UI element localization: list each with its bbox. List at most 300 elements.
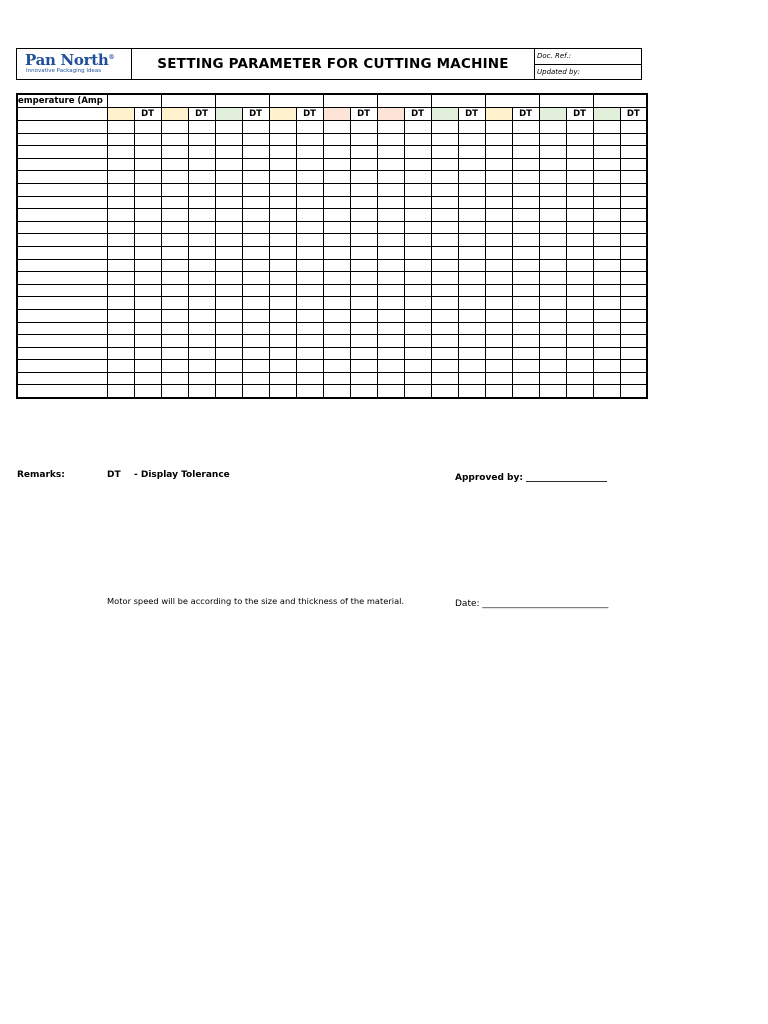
value-cell bbox=[107, 234, 134, 247]
tolerance-cell bbox=[350, 234, 377, 247]
tolerance-cell bbox=[620, 146, 647, 159]
value-cell bbox=[377, 196, 404, 209]
tolerance-cell bbox=[404, 221, 431, 234]
tolerance-cell bbox=[296, 284, 323, 297]
value-cell bbox=[485, 372, 512, 385]
tolerance-cell bbox=[512, 259, 539, 272]
tolerance-cell bbox=[242, 234, 269, 247]
row-label-cell bbox=[17, 196, 107, 209]
value-cell bbox=[107, 196, 134, 209]
value-cell bbox=[377, 221, 404, 234]
value-cell bbox=[431, 158, 458, 171]
tolerance-cell bbox=[296, 246, 323, 259]
table-row bbox=[17, 146, 647, 159]
value-cell bbox=[215, 297, 242, 310]
tolerance-cell bbox=[566, 297, 593, 310]
table-row bbox=[17, 171, 647, 184]
tolerance-cell bbox=[242, 372, 269, 385]
tolerance-cell bbox=[404, 209, 431, 222]
value-cell bbox=[215, 221, 242, 234]
tolerance-cell bbox=[620, 259, 647, 272]
row-label-cell bbox=[17, 221, 107, 234]
value-cell bbox=[431, 297, 458, 310]
tolerance-cell bbox=[404, 158, 431, 171]
row-label-cell bbox=[17, 171, 107, 184]
row-label-cell bbox=[17, 347, 107, 360]
tolerance-cell bbox=[620, 209, 647, 222]
value-cell bbox=[593, 297, 620, 310]
color-swatch-cell bbox=[215, 108, 242, 121]
value-cell bbox=[431, 146, 458, 159]
tolerance-cell bbox=[458, 133, 485, 146]
dt-abbrev: DT bbox=[107, 470, 121, 480]
tolerance-cell bbox=[134, 121, 161, 134]
color-swatch-cell bbox=[161, 108, 188, 121]
value-cell bbox=[431, 347, 458, 360]
value-cell bbox=[485, 221, 512, 234]
value-cell bbox=[377, 209, 404, 222]
tolerance-cell bbox=[566, 183, 593, 196]
table-row bbox=[17, 284, 647, 297]
value-cell bbox=[107, 284, 134, 297]
group-header-cell bbox=[485, 94, 539, 108]
tolerance-cell bbox=[620, 372, 647, 385]
tolerance-cell bbox=[404, 234, 431, 247]
tolerance-cell bbox=[566, 360, 593, 373]
tolerance-cell bbox=[404, 133, 431, 146]
tolerance-cell bbox=[512, 335, 539, 348]
value-cell bbox=[377, 372, 404, 385]
tolerance-cell bbox=[296, 121, 323, 134]
table-row bbox=[17, 246, 647, 259]
tolerance-cell bbox=[188, 171, 215, 184]
tolerance-cell bbox=[242, 146, 269, 159]
table-row bbox=[17, 94, 647, 108]
document-header bbox=[16, 48, 642, 80]
tolerance-cell bbox=[512, 171, 539, 184]
table-row bbox=[17, 360, 647, 373]
tolerance-cell bbox=[296, 234, 323, 247]
color-swatch-cell bbox=[485, 108, 512, 121]
tolerance-cell bbox=[296, 171, 323, 184]
tolerance-cell bbox=[620, 221, 647, 234]
value-cell bbox=[377, 183, 404, 196]
approved-by-line: Approved by: __________________ bbox=[455, 473, 608, 483]
tolerance-cell bbox=[566, 121, 593, 134]
tolerance-cell bbox=[404, 146, 431, 159]
tolerance-cell bbox=[620, 183, 647, 196]
dt-header-cell: DT bbox=[350, 108, 377, 121]
tolerance-cell bbox=[512, 183, 539, 196]
tolerance-cell bbox=[458, 146, 485, 159]
tolerance-cell bbox=[512, 372, 539, 385]
tolerance-cell bbox=[296, 297, 323, 310]
value-cell bbox=[377, 121, 404, 134]
tolerance-cell bbox=[566, 221, 593, 234]
tolerance-cell bbox=[566, 158, 593, 171]
table-row bbox=[17, 121, 647, 134]
tolerance-cell bbox=[512, 385, 539, 398]
value-cell bbox=[431, 234, 458, 247]
value-cell bbox=[593, 272, 620, 285]
table-row bbox=[17, 133, 647, 146]
value-cell bbox=[323, 209, 350, 222]
value-cell bbox=[161, 234, 188, 247]
meta-cell bbox=[535, 49, 641, 79]
value-cell bbox=[107, 246, 134, 259]
value-cell bbox=[215, 284, 242, 297]
tolerance-cell bbox=[512, 146, 539, 159]
title-cell bbox=[132, 49, 535, 79]
tolerance-cell bbox=[296, 221, 323, 234]
tolerance-cell bbox=[134, 297, 161, 310]
dt-meaning: - Display Tolerance bbox=[134, 470, 230, 480]
tolerance-cell bbox=[350, 196, 377, 209]
tolerance-cell bbox=[134, 322, 161, 335]
tolerance-cell bbox=[350, 209, 377, 222]
tolerance-cell bbox=[350, 385, 377, 398]
tolerance-cell bbox=[350, 133, 377, 146]
value-cell bbox=[215, 246, 242, 259]
value-cell bbox=[593, 221, 620, 234]
tolerance-cell bbox=[296, 259, 323, 272]
tolerance-cell bbox=[134, 209, 161, 222]
value-cell bbox=[377, 322, 404, 335]
table-row bbox=[17, 209, 647, 222]
tolerance-cell bbox=[566, 133, 593, 146]
value-cell bbox=[269, 284, 296, 297]
value-cell bbox=[323, 309, 350, 322]
tolerance-cell bbox=[296, 183, 323, 196]
value-cell bbox=[377, 297, 404, 310]
dt-header-cell: DT bbox=[620, 108, 647, 121]
tolerance-cell bbox=[566, 171, 593, 184]
value-cell bbox=[593, 322, 620, 335]
tolerance-cell bbox=[242, 272, 269, 285]
row-label-cell bbox=[17, 259, 107, 272]
tolerance-cell bbox=[188, 322, 215, 335]
dt-header-cell: DT bbox=[134, 108, 161, 121]
dt-header-cell: DT bbox=[458, 108, 485, 121]
tolerance-cell bbox=[134, 183, 161, 196]
value-cell bbox=[269, 209, 296, 222]
tolerance-cell bbox=[404, 385, 431, 398]
tolerance-cell bbox=[134, 385, 161, 398]
value-cell bbox=[215, 146, 242, 159]
tolerance-cell bbox=[620, 284, 647, 297]
value-cell bbox=[323, 246, 350, 259]
value-cell bbox=[593, 158, 620, 171]
value-cell bbox=[323, 121, 350, 134]
tolerance-cell bbox=[350, 372, 377, 385]
date-line: Date: ____________________________ bbox=[455, 599, 609, 609]
color-swatch-cell bbox=[107, 108, 134, 121]
value-cell bbox=[269, 347, 296, 360]
value-cell bbox=[323, 171, 350, 184]
tolerance-cell bbox=[350, 171, 377, 184]
value-cell bbox=[269, 121, 296, 134]
value-cell bbox=[539, 133, 566, 146]
row-label-cell bbox=[17, 146, 107, 159]
value-cell bbox=[161, 284, 188, 297]
tolerance-cell bbox=[512, 360, 539, 373]
value-cell bbox=[539, 385, 566, 398]
table-row bbox=[17, 385, 647, 398]
value-cell bbox=[161, 209, 188, 222]
tolerance-cell bbox=[188, 259, 215, 272]
value-cell bbox=[215, 234, 242, 247]
value-cell bbox=[269, 158, 296, 171]
tolerance-cell bbox=[188, 246, 215, 259]
tolerance-cell bbox=[566, 234, 593, 247]
tolerance-cell bbox=[134, 221, 161, 234]
row-label-cell bbox=[17, 372, 107, 385]
value-cell bbox=[269, 297, 296, 310]
tolerance-cell bbox=[458, 322, 485, 335]
value-cell bbox=[161, 297, 188, 310]
tolerance-cell bbox=[620, 133, 647, 146]
tolerance-cell bbox=[566, 209, 593, 222]
value-cell bbox=[269, 259, 296, 272]
tolerance-cell bbox=[566, 335, 593, 348]
tolerance-cell bbox=[350, 297, 377, 310]
tolerance-cell bbox=[350, 360, 377, 373]
value-cell bbox=[269, 322, 296, 335]
tolerance-cell bbox=[296, 385, 323, 398]
color-swatch-cell bbox=[431, 108, 458, 121]
tolerance-cell bbox=[134, 272, 161, 285]
tolerance-cell bbox=[404, 372, 431, 385]
tolerance-cell bbox=[134, 372, 161, 385]
tolerance-cell bbox=[134, 309, 161, 322]
value-cell bbox=[215, 196, 242, 209]
tolerance-cell bbox=[296, 360, 323, 373]
value-cell bbox=[485, 259, 512, 272]
value-cell bbox=[107, 309, 134, 322]
tolerance-cell bbox=[458, 385, 485, 398]
tolerance-cell bbox=[242, 121, 269, 134]
value-cell bbox=[485, 209, 512, 222]
table-row bbox=[17, 297, 647, 310]
value-cell bbox=[485, 133, 512, 146]
value-cell bbox=[431, 133, 458, 146]
row-label-cell bbox=[17, 183, 107, 196]
value-cell bbox=[269, 183, 296, 196]
value-cell bbox=[161, 133, 188, 146]
tolerance-cell bbox=[458, 196, 485, 209]
tolerance-cell bbox=[566, 246, 593, 259]
tolerance-cell bbox=[512, 272, 539, 285]
value-cell bbox=[215, 372, 242, 385]
tolerance-cell bbox=[188, 183, 215, 196]
row-label-cell bbox=[17, 385, 107, 398]
tolerance-cell bbox=[296, 146, 323, 159]
tolerance-cell bbox=[512, 246, 539, 259]
value-cell bbox=[539, 297, 566, 310]
value-cell bbox=[269, 372, 296, 385]
value-cell bbox=[323, 360, 350, 373]
value-cell bbox=[539, 209, 566, 222]
value-cell bbox=[593, 284, 620, 297]
tolerance-cell bbox=[458, 297, 485, 310]
value-cell bbox=[485, 347, 512, 360]
value-cell bbox=[377, 347, 404, 360]
value-cell bbox=[485, 309, 512, 322]
value-cell bbox=[539, 146, 566, 159]
tolerance-cell bbox=[404, 284, 431, 297]
tolerance-cell bbox=[350, 246, 377, 259]
tolerance-cell bbox=[566, 385, 593, 398]
row-label-cell bbox=[17, 322, 107, 335]
value-cell bbox=[539, 246, 566, 259]
value-cell bbox=[269, 360, 296, 373]
tolerance-cell bbox=[620, 121, 647, 134]
tolerance-cell bbox=[188, 234, 215, 247]
value-cell bbox=[323, 259, 350, 272]
value-cell bbox=[215, 259, 242, 272]
remarks-label: Remarks: bbox=[17, 470, 65, 480]
tolerance-cell bbox=[458, 234, 485, 247]
tolerance-cell bbox=[296, 209, 323, 222]
dt-header-cell: DT bbox=[188, 108, 215, 121]
tolerance-cell bbox=[188, 385, 215, 398]
table-row bbox=[17, 272, 647, 285]
tolerance-cell bbox=[458, 347, 485, 360]
value-cell bbox=[539, 171, 566, 184]
value-cell bbox=[269, 272, 296, 285]
row-label-cell bbox=[17, 309, 107, 322]
tolerance-cell bbox=[458, 259, 485, 272]
value-cell bbox=[377, 133, 404, 146]
tolerance-cell bbox=[134, 158, 161, 171]
value-cell bbox=[431, 171, 458, 184]
value-cell bbox=[593, 146, 620, 159]
value-cell bbox=[539, 121, 566, 134]
value-cell bbox=[593, 259, 620, 272]
tolerance-cell bbox=[620, 360, 647, 373]
value-cell bbox=[377, 309, 404, 322]
tolerance-cell bbox=[242, 196, 269, 209]
value-cell bbox=[323, 322, 350, 335]
tolerance-cell bbox=[242, 183, 269, 196]
value-cell bbox=[323, 347, 350, 360]
value-cell bbox=[485, 322, 512, 335]
doc-ref-label: Doc. Ref.: bbox=[537, 52, 572, 61]
tolerance-cell bbox=[404, 171, 431, 184]
value-cell bbox=[161, 171, 188, 184]
tolerance-cell bbox=[296, 133, 323, 146]
value-cell bbox=[107, 272, 134, 285]
tolerance-cell bbox=[566, 196, 593, 209]
value-cell bbox=[431, 372, 458, 385]
value-cell bbox=[323, 297, 350, 310]
tolerance-cell bbox=[404, 121, 431, 134]
tolerance-cell bbox=[458, 372, 485, 385]
tolerance-cell bbox=[620, 309, 647, 322]
updated-by-label: Updated by: bbox=[535, 64, 641, 80]
value-cell bbox=[269, 234, 296, 247]
value-cell bbox=[161, 196, 188, 209]
tolerance-cell bbox=[458, 309, 485, 322]
value-cell bbox=[161, 309, 188, 322]
tolerance-cell bbox=[296, 196, 323, 209]
value-cell bbox=[215, 183, 242, 196]
row-label-cell bbox=[17, 272, 107, 285]
value-cell bbox=[215, 158, 242, 171]
tolerance-cell bbox=[458, 209, 485, 222]
value-cell bbox=[539, 284, 566, 297]
value-cell bbox=[431, 284, 458, 297]
table-row bbox=[17, 309, 647, 322]
value-cell bbox=[539, 360, 566, 373]
tolerance-cell bbox=[620, 196, 647, 209]
row-label-cell bbox=[17, 158, 107, 171]
color-swatch-cell bbox=[539, 108, 566, 121]
tolerance-cell bbox=[134, 347, 161, 360]
value-cell bbox=[161, 158, 188, 171]
group-header-cell bbox=[269, 94, 323, 108]
tolerance-cell bbox=[188, 297, 215, 310]
tolerance-cell bbox=[620, 158, 647, 171]
value-cell bbox=[593, 183, 620, 196]
tolerance-cell bbox=[458, 246, 485, 259]
value-cell bbox=[593, 385, 620, 398]
value-cell bbox=[593, 360, 620, 373]
value-cell bbox=[431, 196, 458, 209]
tolerance-cell bbox=[566, 309, 593, 322]
value-cell bbox=[431, 335, 458, 348]
tolerance-cell bbox=[350, 309, 377, 322]
value-cell bbox=[323, 272, 350, 285]
row-label-cell bbox=[17, 108, 107, 121]
tolerance-cell bbox=[134, 133, 161, 146]
tolerance-cell bbox=[188, 335, 215, 348]
value-cell bbox=[431, 272, 458, 285]
value-cell bbox=[269, 335, 296, 348]
tolerance-cell bbox=[512, 221, 539, 234]
value-cell bbox=[215, 347, 242, 360]
row-label-cell bbox=[17, 335, 107, 348]
tolerance-cell bbox=[296, 158, 323, 171]
tolerance-cell bbox=[566, 284, 593, 297]
tolerance-cell bbox=[296, 335, 323, 348]
dt-header-cell: DT bbox=[404, 108, 431, 121]
table-row bbox=[17, 196, 647, 209]
table-row bbox=[17, 158, 647, 171]
tolerance-cell bbox=[188, 309, 215, 322]
value-cell bbox=[161, 347, 188, 360]
tolerance-cell bbox=[242, 297, 269, 310]
tolerance-cell bbox=[458, 272, 485, 285]
parameter-table bbox=[16, 93, 648, 399]
group-header-cell bbox=[431, 94, 485, 108]
value-cell bbox=[107, 158, 134, 171]
tolerance-cell bbox=[350, 347, 377, 360]
tolerance-cell bbox=[242, 209, 269, 222]
value-cell bbox=[539, 347, 566, 360]
tolerance-cell bbox=[512, 196, 539, 209]
tolerance-cell bbox=[458, 335, 485, 348]
value-cell bbox=[593, 133, 620, 146]
value-cell bbox=[107, 121, 134, 134]
value-cell bbox=[431, 322, 458, 335]
tolerance-cell bbox=[242, 335, 269, 348]
dt-header-cell: DT bbox=[296, 108, 323, 121]
tolerance-cell bbox=[404, 246, 431, 259]
tolerance-cell bbox=[512, 234, 539, 247]
value-cell bbox=[485, 158, 512, 171]
value-cell bbox=[485, 183, 512, 196]
